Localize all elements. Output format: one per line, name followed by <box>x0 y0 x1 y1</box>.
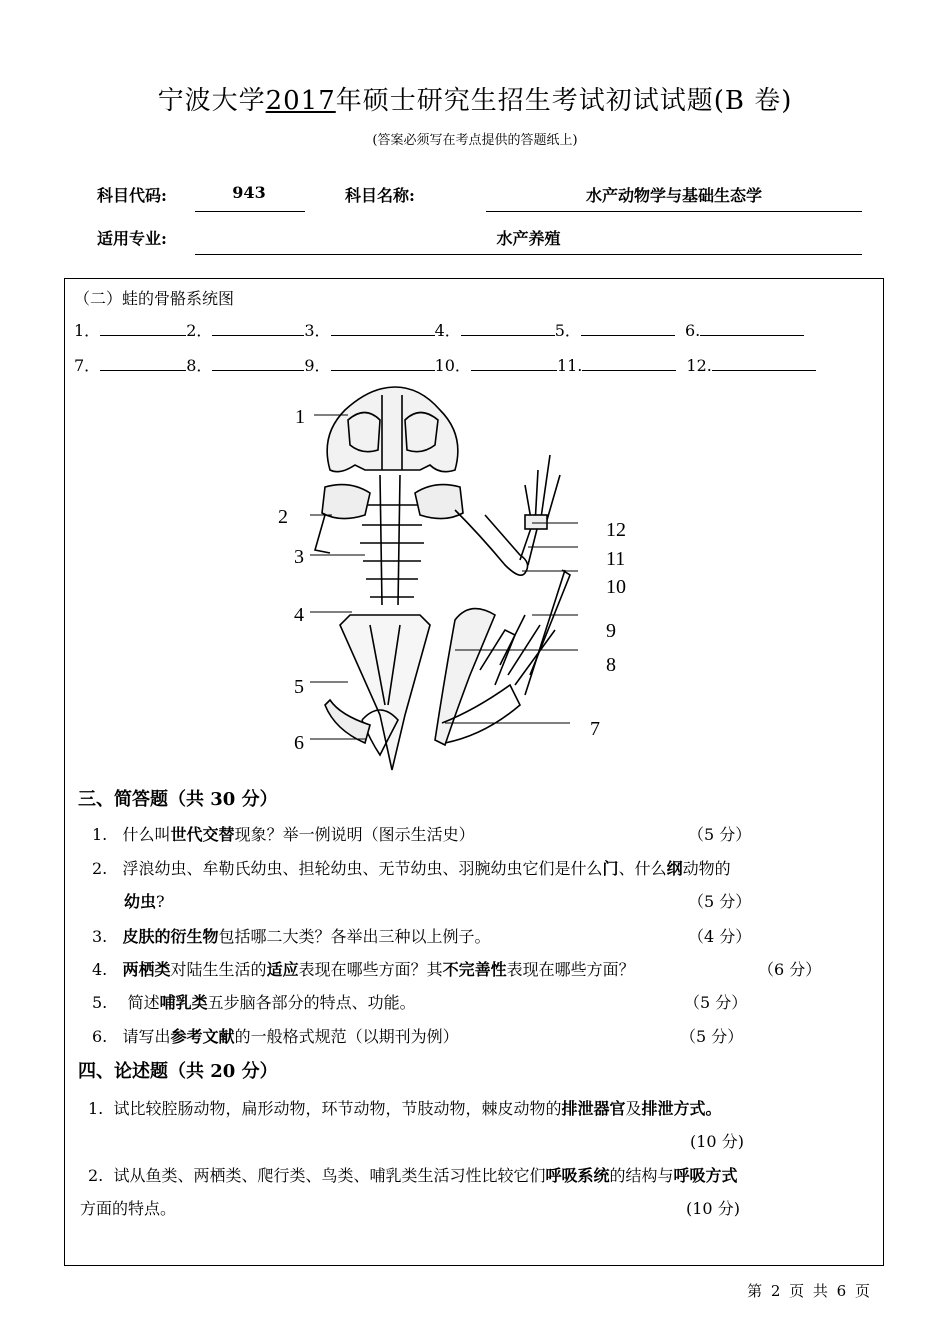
q3-5-keyword: 哺乳类 <box>159 993 208 1012</box>
q3-3-score: （4 分） <box>688 927 752 946</box>
section-3-points: 30 <box>210 789 236 810</box>
blank-num-6: 6. <box>684 321 701 340</box>
q4-2-text: 试从鱼类、两栖类、爬行类、鸟类、哺乳类生活习性比较它们 <box>113 1166 546 1185</box>
q3-3-keyword: 皮肤的衍生物 <box>122 927 219 946</box>
q3-4 <box>92 957 635 980</box>
q4-1-keyword-method: 排泄方式。 <box>641 1099 722 1118</box>
section-4-points: 20 <box>210 1061 236 1082</box>
answer-note: (答案必须写在考点提供的答题纸上) <box>372 133 578 148</box>
q3-4-num: 4. <box>92 960 108 979</box>
frog-skeleton-drawing <box>315 387 570 770</box>
frog-skeleton-figure <box>270 375 650 775</box>
title-year: 2017 <box>265 86 336 116</box>
q3-2-text-c: 动物的 <box>682 859 731 878</box>
title-suffix: 年硕士研究生招生考试初试试题(B 卷) <box>335 86 793 116</box>
fig-label-10: 10 <box>606 576 626 598</box>
q3-5-num: 5. <box>92 993 108 1012</box>
q3-5-text-b: 五步脑各部分的特点、功能。 <box>207 993 416 1012</box>
blank-num-7: 7． <box>74 356 101 375</box>
answer-blank-1[interactable] <box>100 321 186 336</box>
q3-6-score: （5 分） <box>680 1027 744 1046</box>
q3-4-score: （6 分） <box>758 960 822 979</box>
subject-code-value: 943 <box>232 183 266 202</box>
fig-label-2: 2 <box>278 506 288 528</box>
q3-4-keyword-amphibian: 两栖类 <box>122 960 171 979</box>
section-3-heading <box>78 785 278 811</box>
fig-label-1: 1 <box>295 406 305 428</box>
q3-2-cont <box>124 889 165 912</box>
fig-label-11: 11 <box>606 548 626 570</box>
q4-2-line2: 方面的特点。 <box>80 1199 177 1218</box>
subject-name-line <box>486 210 862 212</box>
fig-label-4: 4 <box>294 604 304 626</box>
section-4-heading-suffix: 分） <box>235 1061 278 1082</box>
blank-num-5: 5． <box>554 321 581 340</box>
blank-num-12: 12. <box>686 356 712 375</box>
q3-6-text-b: 的一般格式规范（以期刊为例） <box>234 1027 459 1046</box>
subject-code-line <box>195 210 305 212</box>
q4-2-score: (10 分) <box>686 1199 740 1218</box>
section-3-heading-prefix: 三、简答题（共 <box>78 789 211 810</box>
fig-label-5: 5 <box>294 676 304 698</box>
fig-label-7: 7 <box>590 718 600 740</box>
q4-1-keyword-organ: 排泄器官 <box>561 1099 626 1118</box>
q3-5-text-a: 简述 <box>127 993 160 1012</box>
blank-num-4: 4． <box>434 321 461 340</box>
fig-label-6: 6 <box>294 732 304 754</box>
q3-2-num: 2. <box>92 859 108 878</box>
frog-section-title: （二）蛙的骨骼系统图 <box>74 289 235 308</box>
q3-3-num: 3. <box>92 927 108 946</box>
answer-blank-4[interactable] <box>461 321 555 336</box>
answer-blank-5[interactable] <box>581 321 675 336</box>
q3-2-keyword-class: 纲 <box>666 859 683 878</box>
blank-num-2: 2． <box>186 321 213 340</box>
q3-4-keyword-adapt: 适应 <box>266 960 299 979</box>
blank-row-2 <box>74 353 816 376</box>
q3-1-text-b: 现象？举一例说明（图示生活史） <box>234 825 475 844</box>
q4-2 <box>88 1163 738 1186</box>
q4-2-mid: 的结构与 <box>609 1166 674 1185</box>
page-number: 第 2 页 共 6 页 <box>747 1282 872 1300</box>
q3-1 <box>92 822 475 845</box>
answer-blank-7[interactable] <box>100 356 186 371</box>
q3-1-keyword: 世代交替 <box>170 825 235 844</box>
section-4-heading <box>78 1057 278 1083</box>
fig-label-9: 9 <box>606 620 616 642</box>
answer-blank-11[interactable] <box>582 356 676 371</box>
major-line <box>195 253 862 255</box>
fig-label-8: 8 <box>606 654 616 676</box>
blank-num-8: 8． <box>186 356 213 375</box>
answer-blank-2[interactable] <box>212 321 304 336</box>
q3-3 <box>92 924 491 947</box>
section-3-heading-suffix: 分） <box>235 789 278 810</box>
title-school: 宁波大学 <box>157 86 266 116</box>
subject-name-value: 水产动物学与基础生态学 <box>585 186 762 205</box>
q3-4-text-b: 表现在哪些方面？其 <box>298 960 443 979</box>
fig-label-12: 12 <box>606 519 626 541</box>
section-4-heading-prefix: 四、论述题（共 <box>78 1061 211 1082</box>
blank-num-1: 1． <box>74 321 101 340</box>
blank-row-1 <box>74 318 804 341</box>
answer-blank-12[interactable] <box>712 356 816 371</box>
blank-num-3: 3． <box>304 321 331 340</box>
q4-1-mid: 及 <box>625 1099 642 1118</box>
q3-6-num: 6. <box>92 1027 108 1046</box>
q3-1-num: 1. <box>92 825 108 844</box>
q4-1-num: 1. <box>88 1099 104 1118</box>
q3-6-keyword: 参考文献 <box>170 1027 235 1046</box>
q3-4-text-a: 对陆生生活的 <box>170 960 267 979</box>
q3-2 <box>92 856 731 879</box>
exam-title <box>0 80 950 117</box>
q4-2-keyword-system: 呼吸系统 <box>545 1166 610 1185</box>
answer-blank-6[interactable] <box>700 321 804 336</box>
answer-blank-10[interactable] <box>471 356 557 371</box>
blank-num-10: 10． <box>434 356 471 375</box>
q3-1-score: （5 分） <box>688 825 752 844</box>
q3-2-text-b: 、什么 <box>618 859 667 878</box>
major-label: 适用专业: <box>97 229 167 248</box>
subject-name-label: 科目名称: <box>345 186 415 205</box>
q3-5 <box>92 990 416 1013</box>
answer-blank-8[interactable] <box>212 356 304 371</box>
q3-4-text-c: 表现在哪些方面？ <box>506 960 635 979</box>
q3-2-keyword-phylum: 门 <box>602 859 619 878</box>
q3-2-text-a: 浮浪幼虫、牟勒氏幼虫、担轮幼虫、无节幼虫、羽腕幼虫它们是什么 <box>122 859 603 878</box>
q3-2-tail: ? <box>156 892 165 911</box>
fig-label-3: 3 <box>294 546 304 568</box>
q3-1-text-a: 什么叫 <box>122 825 171 844</box>
subject-code-label: 科目代码: <box>97 186 167 205</box>
q4-2-keyword-mode: 呼吸方式 <box>673 1166 738 1185</box>
q3-4-keyword-imperfect: 不完善性 <box>442 960 507 979</box>
q4-2-num: 2. <box>88 1166 104 1185</box>
q3-3-text: 包括哪二大类？各举出三种以上例子。 <box>218 927 491 946</box>
answer-blank-3[interactable] <box>331 321 435 336</box>
q3-2-score: （5 分） <box>688 892 752 911</box>
q3-6-text-a: 请写出 <box>122 1027 171 1046</box>
blank-num-9: 9． <box>304 356 331 375</box>
answer-blank-9[interactable] <box>331 356 435 371</box>
major-value: 水产养殖 <box>496 229 561 248</box>
q3-2-keyword-larva: 幼虫 <box>124 892 157 911</box>
q4-1-score: (10 分) <box>690 1132 744 1151</box>
q3-5-score: （5 分） <box>684 993 748 1012</box>
blank-num-11: 11. <box>556 356 583 375</box>
q4-1 <box>88 1096 722 1119</box>
q4-1-text: 试比较腔肠动物，扁形动物，环节动物，节肢动物，棘皮动物的 <box>113 1099 562 1118</box>
q3-6 <box>92 1024 459 1047</box>
